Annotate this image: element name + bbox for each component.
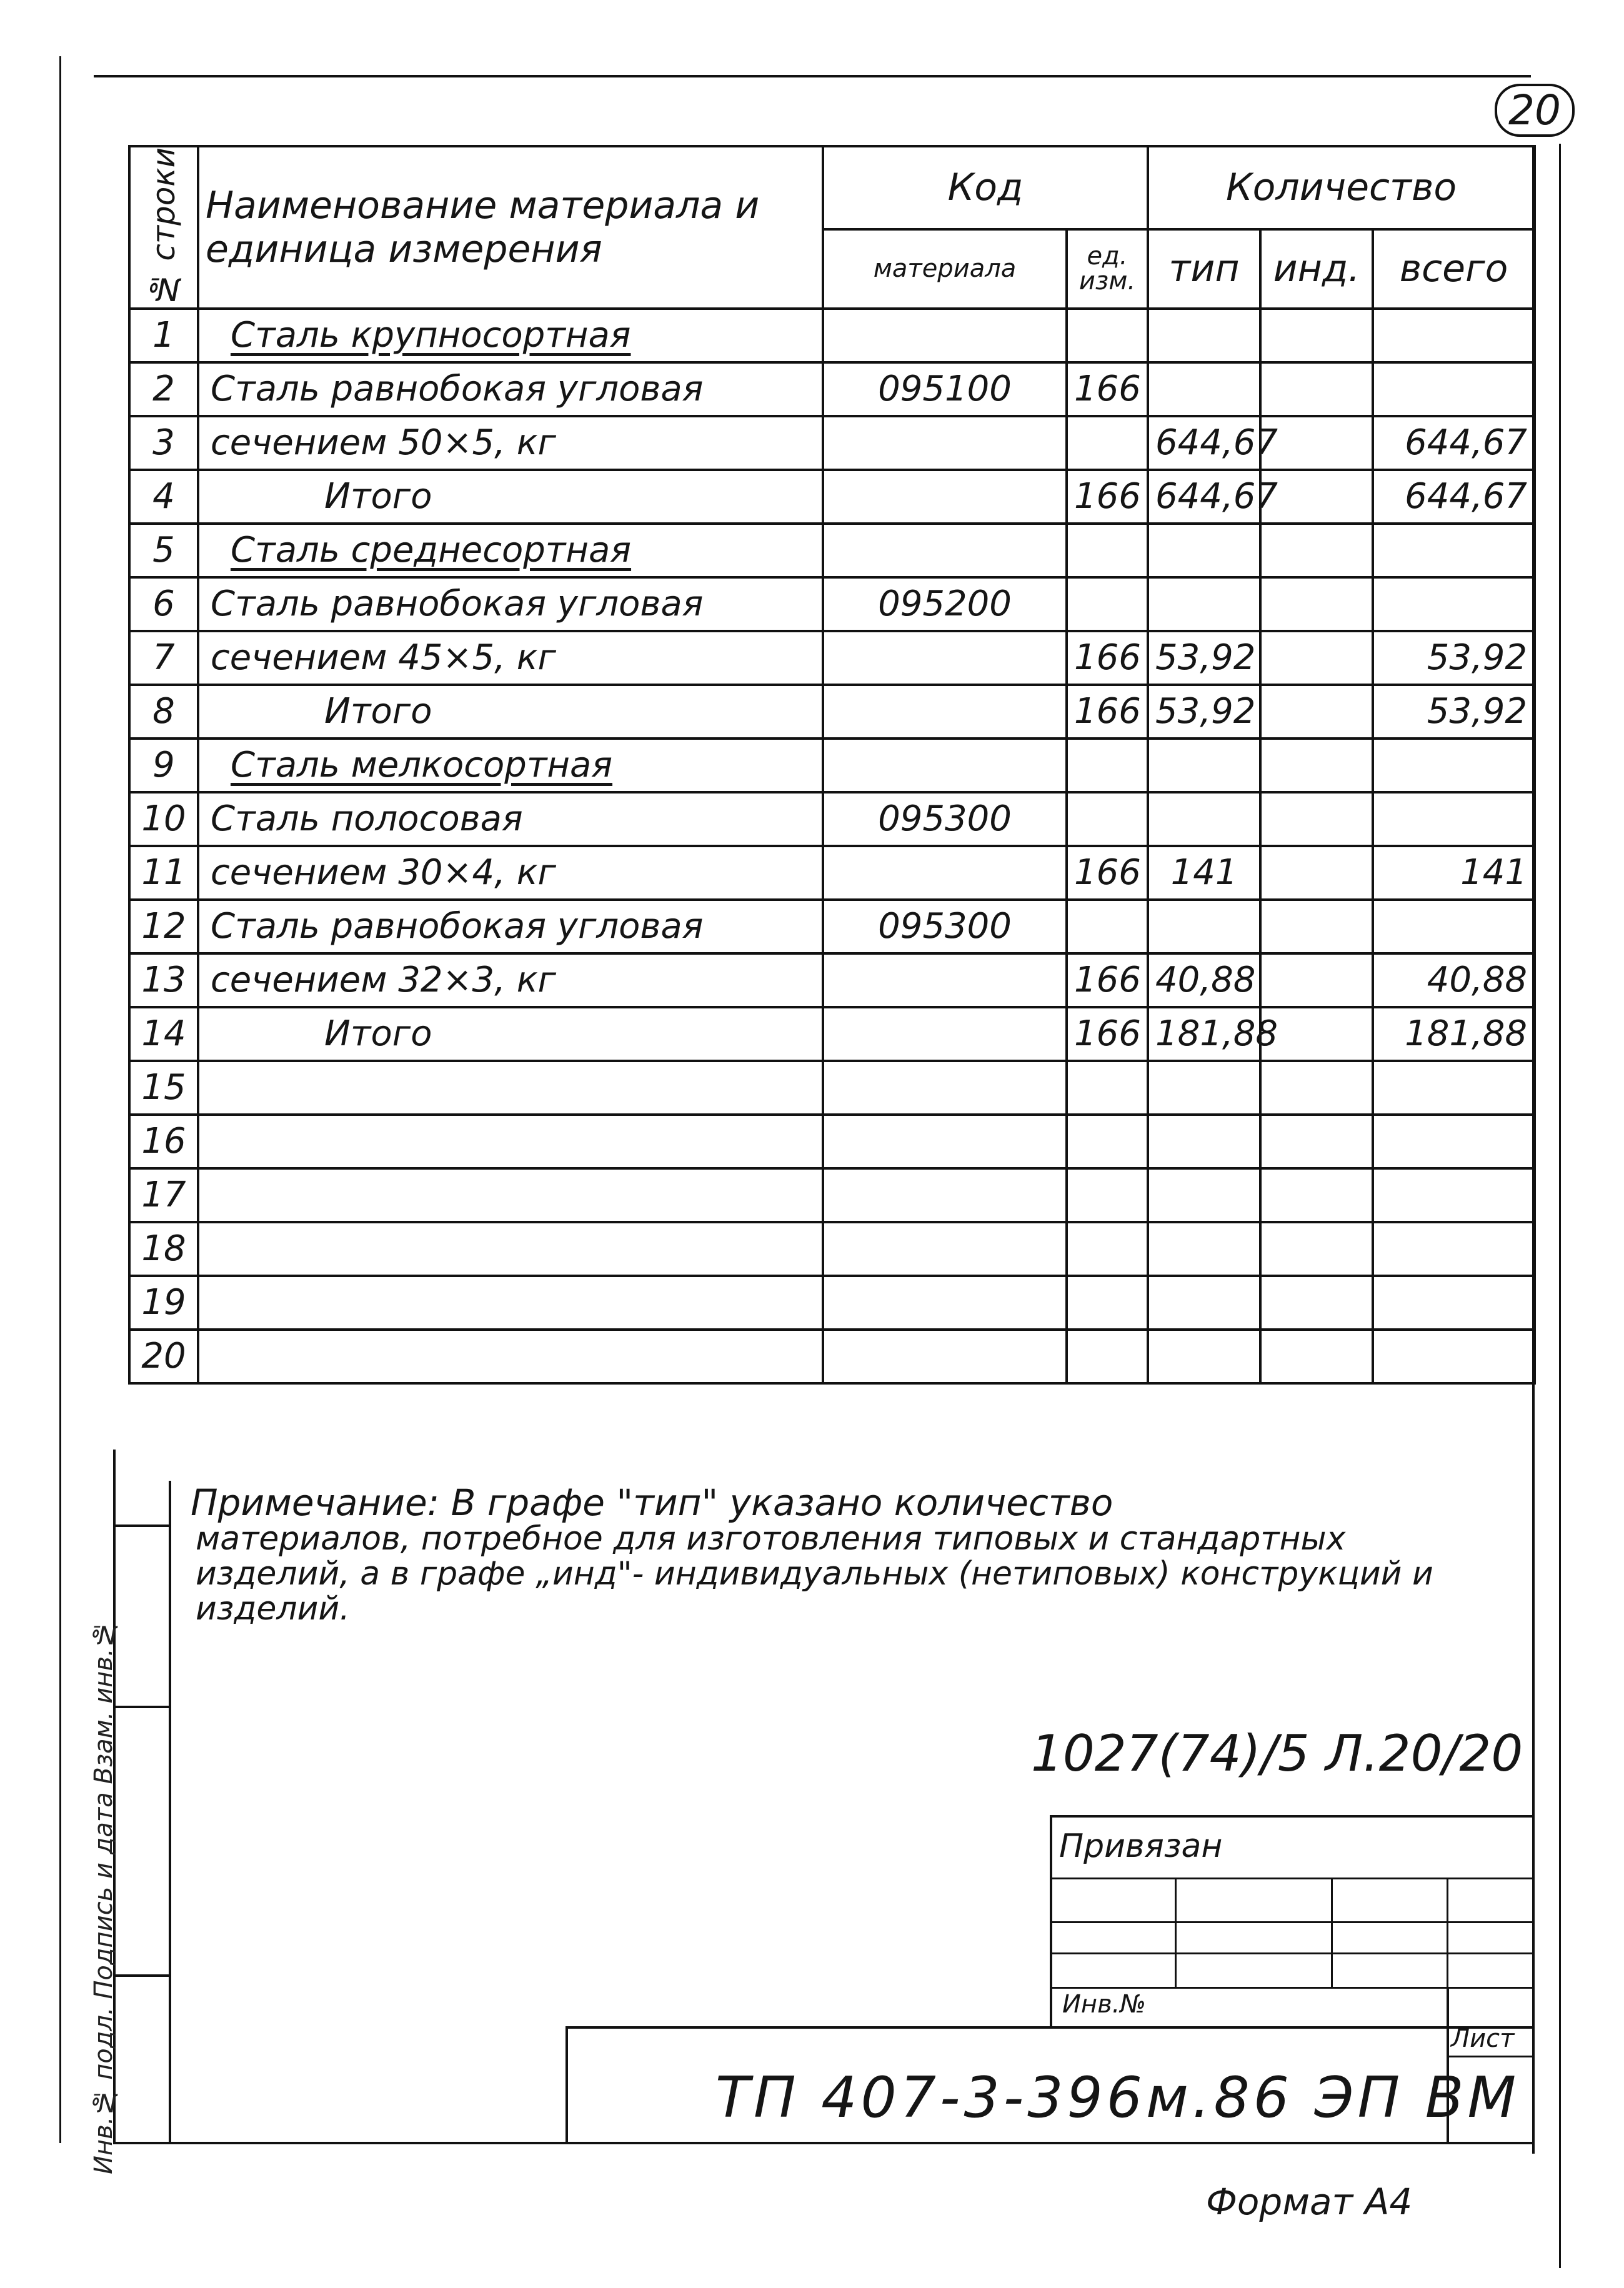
table-row xyxy=(129,524,1535,577)
qty-ind-cell xyxy=(1260,792,1373,846)
material-code-cell xyxy=(823,1276,1067,1330)
row-number-text: 5 xyxy=(152,530,175,571)
unit-code-cell xyxy=(1067,1115,1148,1168)
unit-code-cell xyxy=(1067,1222,1148,1276)
qty-type-text: 141 xyxy=(1170,852,1238,893)
qty-type-text: 40,88 xyxy=(1155,960,1256,1001)
material-name-cell xyxy=(198,1222,823,1276)
material-name-text: Итого xyxy=(324,476,432,517)
qty-total-text: 644,67 xyxy=(1405,476,1528,517)
material-name-text: Сталь равнобокая угловая xyxy=(211,369,704,410)
qty-total-text: 53,92 xyxy=(1427,637,1528,679)
qty-type-cell xyxy=(1148,1168,1260,1222)
row-number-text: 9 xyxy=(152,745,175,786)
unit-code-cell xyxy=(1067,1168,1148,1222)
row-number-cell xyxy=(129,416,198,470)
unit-code-text: 166 xyxy=(1074,637,1141,679)
table-row xyxy=(129,470,1535,524)
qty-type-cell xyxy=(1148,685,1260,739)
table-row xyxy=(129,1222,1535,1276)
qty-type-cell xyxy=(1148,524,1260,577)
row-number-text: 15 xyxy=(141,1067,186,1108)
material-code-cell xyxy=(823,846,1067,900)
row-number-cell xyxy=(129,1061,198,1115)
material-name-text: Итого xyxy=(324,691,432,732)
qty-type-text: 644,67 xyxy=(1155,476,1278,517)
material-code-cell xyxy=(823,309,1067,362)
material-name-cell xyxy=(198,1330,823,1383)
material-code-cell xyxy=(823,470,1067,524)
material-name-text: Сталь равнобокая угловая xyxy=(211,906,704,947)
unit-code-text: 166 xyxy=(1074,369,1141,410)
row-number-text: 18 xyxy=(141,1228,186,1270)
qty-total-cell xyxy=(1373,1222,1535,1276)
qty-ind-cell xyxy=(1260,846,1373,900)
material-code-cell xyxy=(823,1330,1067,1383)
qty-type-text: 53,92 xyxy=(1155,637,1256,679)
qty-total-cell xyxy=(1373,577,1535,631)
material-name-text: Сталь крупносортная xyxy=(231,315,631,356)
table-row xyxy=(129,362,1535,416)
material-code-cell xyxy=(823,900,1067,953)
table-row xyxy=(129,1061,1535,1115)
qty-ind-cell xyxy=(1260,739,1373,792)
table-body xyxy=(129,309,1535,1383)
row-number-text: 16 xyxy=(141,1121,186,1162)
qty-total-text: 40,88 xyxy=(1427,960,1528,1001)
qty-ind-cell xyxy=(1260,524,1373,577)
table-row xyxy=(129,1007,1535,1061)
material-name-cell xyxy=(198,1276,823,1330)
table-row xyxy=(129,685,1535,739)
qty-total-cell xyxy=(1373,362,1535,416)
unit-code-cell xyxy=(1067,1061,1148,1115)
qty-total-cell xyxy=(1373,953,1535,1007)
qty-type-cell xyxy=(1148,1115,1260,1168)
material-name-text: Сталь среднесортная xyxy=(231,530,632,571)
unit-code-cell xyxy=(1067,577,1148,631)
material-code-text: 095300 xyxy=(878,906,1012,947)
table-row xyxy=(129,1276,1535,1330)
table-row xyxy=(129,1330,1535,1383)
row-number-text: 10 xyxy=(141,798,186,840)
qty-total-cell xyxy=(1373,1330,1535,1383)
unit-code-cell xyxy=(1067,1276,1148,1330)
row-number-cell xyxy=(129,524,198,577)
unit-code-cell xyxy=(1067,846,1148,900)
material-name-cell xyxy=(198,309,823,362)
row-number-cell xyxy=(129,1115,198,1168)
header-material-code: материала xyxy=(823,229,1067,309)
row-number-cell xyxy=(129,362,198,416)
qty-ind-cell xyxy=(1260,900,1373,953)
qty-type-cell xyxy=(1148,631,1260,685)
unit-code-cell xyxy=(1067,739,1148,792)
qty-type-cell xyxy=(1148,470,1278,524)
qty-type-cell xyxy=(1148,1330,1260,1383)
header-ind: инд. xyxy=(1260,229,1373,309)
note-first-line xyxy=(191,1481,1472,1524)
qty-type-text: 53,92 xyxy=(1155,691,1256,732)
row-number-cell xyxy=(129,846,198,900)
stamp-col-rule-2 xyxy=(1331,1878,1333,1987)
inv-number-label: Инв.№ xyxy=(1062,1990,1146,2019)
qty-total-cell xyxy=(1373,900,1535,953)
material-name-cell xyxy=(198,470,823,524)
note-label: Примечание: xyxy=(191,1481,440,1524)
material-name-text: сечением 30×4, кг xyxy=(211,852,556,893)
header-row-number: № строки xyxy=(129,146,198,309)
material-code-cell xyxy=(823,1007,1067,1061)
row-number-text: 11 xyxy=(141,852,186,893)
unit-code-text: 166 xyxy=(1074,476,1141,517)
note-body: материалов, потребное для изготовления типовых и стандартных изделий, а в графе „инд"- индивидуальных (нетиповых) конструкций и изделий. xyxy=(196,1520,1433,1628)
qty-ind-cell xyxy=(1260,362,1373,416)
row-number-text: 14 xyxy=(141,1013,186,1055)
bottom-rule xyxy=(113,2142,1535,2144)
material-name-text: сечением 50×5, кг xyxy=(211,422,556,464)
qty-type-cell xyxy=(1148,739,1260,792)
header-type: тип xyxy=(1148,229,1260,309)
unit-code-cell xyxy=(1067,1007,1148,1061)
material-code-cell xyxy=(823,1061,1067,1115)
qty-type-text: 644,67 xyxy=(1155,422,1278,464)
sheet-box-mid-rule xyxy=(1447,2056,1534,2057)
side-box-rule-1 xyxy=(113,1525,171,1527)
material-name-cell xyxy=(198,524,823,577)
row-number-cell xyxy=(129,631,198,685)
unit-code-cell xyxy=(1067,1330,1148,1383)
right-outer-rule xyxy=(1559,144,1561,2268)
stamp-row-rule-4 xyxy=(1050,1987,1534,1989)
table-row xyxy=(129,416,1535,470)
note xyxy=(191,1481,1472,1628)
qty-total-cell xyxy=(1373,846,1535,900)
material-code-cell xyxy=(823,631,1067,685)
table-row xyxy=(129,900,1535,953)
stamp-col-rule-1 xyxy=(1175,1878,1177,1987)
row-number-text: 19 xyxy=(141,1282,186,1323)
qty-type-cell xyxy=(1148,1007,1278,1061)
material-name-text: Сталь равнобокая угловая xyxy=(211,584,704,625)
qty-type-cell xyxy=(1148,1222,1260,1276)
qty-total-cell xyxy=(1373,1115,1535,1168)
lower-inner-rule xyxy=(169,1481,171,2143)
header-name: Наименование материала и единица измерения xyxy=(198,146,823,309)
qty-ind-cell xyxy=(1260,1115,1373,1168)
qty-total-cell xyxy=(1373,631,1535,685)
side-stamp-text: Инв.№ подл. Подпись и дата Взам. инв.№ xyxy=(89,1619,118,2174)
note-line-1: В графе "тип" указано количество xyxy=(451,1481,1113,1524)
qty-total-text: 141 xyxy=(1460,852,1528,893)
qty-type-cell xyxy=(1148,846,1260,900)
material-name-cell xyxy=(198,362,823,416)
material-code-cell xyxy=(823,524,1067,577)
top-rule xyxy=(94,75,1531,77)
row-number-text: 17 xyxy=(141,1175,186,1216)
material-name-text: сечением 32×3, кг xyxy=(211,960,556,1001)
material-code-text: 095100 xyxy=(878,369,1012,410)
material-name-cell xyxy=(198,792,823,846)
qty-type-cell xyxy=(1148,1061,1260,1115)
qty-type-cell xyxy=(1148,577,1260,631)
material-name-cell xyxy=(198,631,823,685)
qty-total-text: 53,92 xyxy=(1427,691,1528,732)
material-code-cell xyxy=(823,1222,1067,1276)
material-code-cell xyxy=(823,1168,1067,1222)
row-number-text: 12 xyxy=(141,906,186,947)
qty-total-cell xyxy=(1373,1168,1535,1222)
row-number-text: 1 xyxy=(152,315,175,356)
side-box-rule-3 xyxy=(113,1974,171,1977)
qty-type-cell xyxy=(1148,416,1278,470)
table-row xyxy=(129,792,1535,846)
material-name-text: сечением 45×5, кг xyxy=(211,637,556,679)
material-code-cell xyxy=(823,953,1067,1007)
unit-code-text: 166 xyxy=(1074,691,1141,732)
row-number-text: 4 xyxy=(152,476,175,517)
row-number-cell xyxy=(129,953,198,1007)
qty-total-cell xyxy=(1373,739,1535,792)
unit-code-text: 166 xyxy=(1074,960,1141,1001)
qty-type-cell xyxy=(1148,953,1260,1007)
qty-ind-cell xyxy=(1260,1276,1373,1330)
row-number-text: 13 xyxy=(141,960,186,1001)
unit-code-cell xyxy=(1067,362,1148,416)
qty-total-cell xyxy=(1373,309,1535,362)
row-number-text: 2 xyxy=(152,369,175,410)
material-name-cell xyxy=(198,953,823,1007)
qty-total-text: 644,67 xyxy=(1405,422,1528,464)
unit-code-cell xyxy=(1067,524,1148,577)
unit-code-cell xyxy=(1067,470,1148,524)
row-number-cell xyxy=(129,1276,198,1330)
qty-ind-cell xyxy=(1260,1168,1373,1222)
qty-total-cell xyxy=(1373,1007,1535,1061)
header-quantity: Количество xyxy=(1148,146,1535,229)
material-code-cell xyxy=(823,1115,1067,1168)
unit-code-cell xyxy=(1067,953,1148,1007)
qty-ind-cell xyxy=(1260,631,1373,685)
row-number-cell xyxy=(129,1168,198,1222)
stamp-top-rule xyxy=(1050,1815,1534,1818)
qty-total-cell xyxy=(1373,416,1535,470)
table-row xyxy=(129,1168,1535,1222)
header-total: всего xyxy=(1373,229,1535,309)
row-number-text: 6 xyxy=(152,584,175,625)
row-number-text: 20 xyxy=(141,1336,186,1377)
qty-type-cell xyxy=(1148,1276,1260,1330)
row-number-cell xyxy=(129,1330,198,1383)
material-name-cell xyxy=(198,1007,823,1061)
material-name-cell xyxy=(198,416,823,470)
qty-ind-cell xyxy=(1260,953,1373,1007)
material-name-cell xyxy=(198,900,823,953)
qty-ind-cell xyxy=(1260,309,1373,362)
material-code-cell xyxy=(823,792,1067,846)
table-row xyxy=(129,309,1535,362)
qty-type-cell xyxy=(1148,900,1260,953)
page-number: 20 xyxy=(1495,86,1575,134)
header-unit: ед. изм. xyxy=(1067,229,1148,309)
material-name-cell xyxy=(198,1061,823,1115)
side-box-rule-2 xyxy=(113,1706,171,1708)
qty-total-text: 181,88 xyxy=(1405,1013,1528,1055)
qty-ind-cell xyxy=(1260,577,1373,631)
materials-table xyxy=(128,145,1536,1385)
stamp-row-rule-1 xyxy=(1050,1878,1534,1879)
row-number-cell xyxy=(129,470,198,524)
qty-type-cell xyxy=(1148,309,1260,362)
table-row xyxy=(129,577,1535,631)
qty-total-cell xyxy=(1373,1276,1535,1330)
stamp-col-rule-3 xyxy=(1447,1878,1448,1987)
stamp-row-rule-2 xyxy=(1050,1921,1534,1923)
material-code-cell xyxy=(823,416,1067,470)
material-name-cell xyxy=(198,1115,823,1168)
qty-ind-cell xyxy=(1260,1330,1373,1383)
qty-total-cell xyxy=(1373,524,1535,577)
material-code-cell xyxy=(823,362,1067,416)
material-code-cell xyxy=(823,739,1067,792)
sheet-label: Лист xyxy=(1451,2024,1515,2053)
qty-total-cell xyxy=(1373,470,1535,524)
row-number-cell xyxy=(129,1007,198,1061)
table-row xyxy=(129,953,1535,1007)
unit-code-cell xyxy=(1067,792,1148,846)
table-row xyxy=(129,631,1535,685)
unit-code-text: 166 xyxy=(1074,852,1141,893)
qty-total-cell xyxy=(1373,792,1535,846)
material-code-cell xyxy=(823,685,1067,739)
row-number-cell xyxy=(129,577,198,631)
row-number-cell xyxy=(129,309,198,362)
unit-code-cell xyxy=(1067,416,1148,470)
material-name-text: Сталь полосовая xyxy=(211,798,523,840)
table-row xyxy=(129,739,1535,792)
row-number-cell xyxy=(129,1222,198,1276)
qty-ind-cell xyxy=(1260,1222,1373,1276)
header-code: Код xyxy=(823,146,1148,229)
document-code: ТП 407-3-396м.86 ЭП ВМ xyxy=(715,2065,1520,2131)
unit-code-cell xyxy=(1067,631,1148,685)
qty-total-cell xyxy=(1373,1061,1535,1115)
qty-type-text: 181,88 xyxy=(1155,1013,1278,1055)
material-name-text: Сталь мелкосортная xyxy=(231,745,613,786)
row-number-cell xyxy=(129,685,198,739)
material-code-cell xyxy=(823,577,1067,631)
qty-ind-cell xyxy=(1260,685,1373,739)
qty-type-cell xyxy=(1148,362,1260,416)
unit-code-cell xyxy=(1067,309,1148,362)
material-name-cell xyxy=(198,1168,823,1222)
left-margin-rule xyxy=(59,56,61,2143)
row-number-cell xyxy=(129,792,198,846)
title-block-left-rule xyxy=(565,2026,568,2143)
stamp-row-rule-3 xyxy=(1050,1952,1534,1954)
qty-ind-cell xyxy=(1260,1061,1373,1115)
row-number-text: 3 xyxy=(152,422,175,464)
material-code-text: 095200 xyxy=(878,584,1012,625)
handwritten-code: 1027(74)/5 Л.20/20 xyxy=(1031,1724,1523,1783)
unit-code-text: 166 xyxy=(1074,1013,1141,1055)
material-name-cell xyxy=(198,577,823,631)
title-block-top-rule xyxy=(565,2026,1534,2029)
privyazan-label: Привязан xyxy=(1059,1828,1223,1865)
qty-type-cell xyxy=(1148,792,1260,846)
row-number-text: 7 xyxy=(152,637,175,679)
format-label: Формат А4 xyxy=(1206,2181,1413,2223)
material-code-text: 095300 xyxy=(878,798,1012,840)
material-name-cell xyxy=(198,685,823,739)
row-number-cell xyxy=(129,900,198,953)
material-name-cell xyxy=(198,739,823,792)
row-number-text: 8 xyxy=(152,691,175,732)
unit-code-cell xyxy=(1067,685,1148,739)
row-number-cell xyxy=(129,739,198,792)
unit-code-cell xyxy=(1067,900,1148,953)
qty-total-cell xyxy=(1373,685,1535,739)
material-name-cell xyxy=(198,846,823,900)
table-row xyxy=(129,1115,1535,1168)
table-row xyxy=(129,846,1535,900)
material-name-text: Итого xyxy=(324,1013,432,1055)
